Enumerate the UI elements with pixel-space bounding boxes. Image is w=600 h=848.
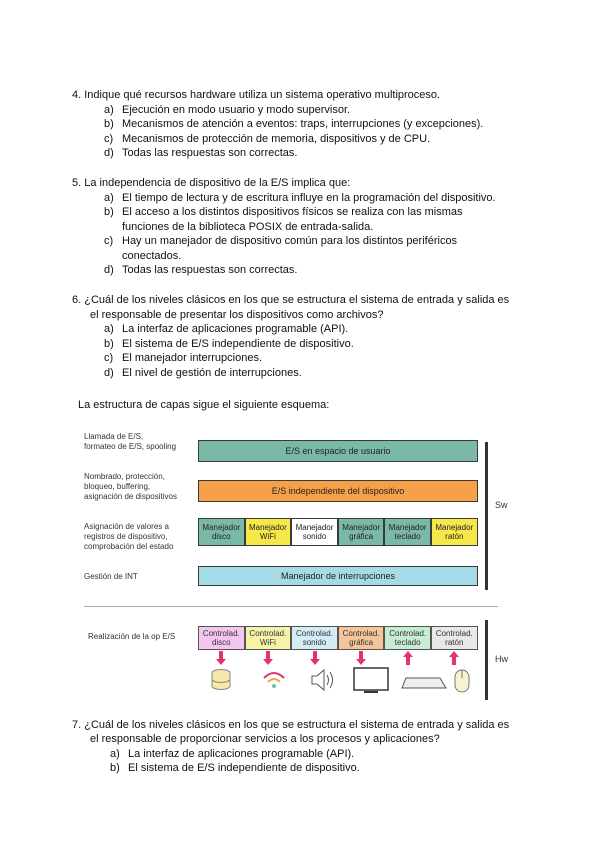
question-5-option-b-cont: funciones de la biblioteca POSIX de entrada-salida. bbox=[122, 221, 374, 233]
question-7-option-b[interactable]: b) El sistema de E/S independiente de dispositivo. bbox=[110, 762, 360, 774]
question-5-option-c-cont: conectados. bbox=[122, 250, 182, 262]
mouse-icon bbox=[455, 670, 469, 692]
io-arrow bbox=[216, 651, 226, 665]
bar-device-independent-io: E/S independiente del dispositivo bbox=[198, 480, 478, 502]
driver-cell: Manejador gráfica bbox=[338, 518, 385, 546]
driver-cell: Manejador ratón bbox=[431, 518, 478, 546]
speaker-icon bbox=[312, 670, 333, 690]
io-arrow bbox=[403, 651, 413, 665]
wifi-icon bbox=[264, 673, 284, 688]
question-5-option-d[interactable]: d) Todas las respuestas son correctas. bbox=[104, 264, 298, 276]
controller-cell: Controlad. gráfica bbox=[338, 626, 385, 650]
question-6-option-a[interactable]: a) La interfaz de aplicaciones programable (API). bbox=[104, 323, 349, 335]
io-arrow bbox=[310, 651, 320, 665]
io-layers-diagram bbox=[84, 420, 508, 705]
question-7-text-line2: el responsable de proporcionar servicios a los procesos y aplicaciones? bbox=[90, 733, 440, 745]
question-5-text: 5. La independencia de dispositivo de la E/S implica que: bbox=[72, 177, 351, 189]
question-7-text-line1: 7. ¿Cuál de los niveles clásicos en los que se estructura el sistema de entrada y salida es bbox=[72, 719, 510, 731]
label-io-call: Llamada de E/S, formateo de E/S, spooling bbox=[84, 432, 177, 451]
sw-bracket bbox=[485, 442, 488, 590]
label-naming: Nombrado, protección, bloqueo, buffering, asignación de dispositivos bbox=[84, 472, 177, 501]
sw-label: Sw bbox=[495, 500, 508, 510]
controller-cell: Controlad. WiFi bbox=[245, 626, 292, 650]
question-6-text-line2: el responsable de presentar los dispositivos como archivos? bbox=[90, 309, 384, 321]
label-int-management: Gestión de INT bbox=[84, 572, 138, 581]
question-6-option-c[interactable]: c) El manejador interrupciones. bbox=[104, 352, 263, 364]
question-4-option-a[interactable]: a) Ejecución en modo usuario y modo supervisor. bbox=[104, 104, 351, 116]
hw-label: Hw bbox=[495, 654, 508, 664]
io-arrow bbox=[449, 651, 459, 665]
io-arrow bbox=[263, 651, 273, 665]
bar-interrupt-handler: Manejador de interrupciones bbox=[198, 566, 478, 586]
monitor-icon bbox=[354, 668, 388, 693]
sw-hw-separator bbox=[84, 606, 498, 607]
label-register-values: Asignación de valores a registros de dispositivo, comprobación del estado bbox=[84, 522, 174, 551]
bar-user-space-io: E/S en espacio de usuario bbox=[198, 440, 478, 462]
question-5-option-b[interactable]: b) El acceso a los distintos dispositivos físicos se realiza con las mismas bbox=[104, 206, 463, 218]
question-7-option-a[interactable]: a) La interfaz de aplicaciones programable (API). bbox=[110, 748, 355, 760]
keyboard-icon bbox=[402, 678, 446, 688]
question-5-option-c[interactable]: c) Hay un manejador de dispositivo común para los distintos periféricos bbox=[104, 235, 458, 247]
diagram-intro: La estructura de capas sigue el siguiente esquema: bbox=[78, 399, 330, 411]
question-5-option-a[interactable]: a) El tiempo de lectura y de escritura influye en la programación del dispositivo. bbox=[104, 192, 496, 204]
question-4-option-b[interactable]: b) Mecanismos de atención a eventos: traps, interrupciones (y excepciones). bbox=[104, 118, 484, 130]
label-io-operation: Realización de la op E/S bbox=[88, 632, 176, 641]
driver-cell: Manejador disco bbox=[198, 518, 245, 546]
question-4-option-c[interactable]: c) Mecanismos de protección de memoria, dispositivos y de CPU. bbox=[104, 133, 431, 145]
driver-cell: Manejador WiFi bbox=[245, 518, 292, 546]
question-6-option-d[interactable]: d) El nivel de gestión de interrupciones. bbox=[104, 367, 302, 379]
disk-icon bbox=[212, 670, 230, 690]
driver-cell: Manejador teclado bbox=[384, 518, 431, 546]
hw-bracket bbox=[485, 620, 488, 700]
question-4-text: 4. Indique qué recursos hardware utiliza un sistema operativo multiproceso. bbox=[72, 89, 441, 101]
controller-cell: Controlad. ratón bbox=[431, 626, 478, 650]
devices-row bbox=[198, 664, 478, 696]
question-4-option-d[interactable]: d) Todas las respuestas son correctas. bbox=[104, 147, 298, 159]
question-6-option-b[interactable]: b) El sistema de E/S independiente de dispositivo. bbox=[104, 338, 354, 350]
driver-cell: Manejador sonido bbox=[291, 518, 338, 546]
controller-cell: Controlad. disco bbox=[198, 626, 245, 650]
io-arrow bbox=[356, 651, 366, 665]
controller-cell: Controlad. sonido bbox=[291, 626, 338, 650]
question-6-text-line1: 6. ¿Cuál de los niveles clásicos en los que se estructura el sistema de entrada y salida es bbox=[72, 294, 510, 306]
controller-cell: Controlad. teclado bbox=[384, 626, 431, 650]
